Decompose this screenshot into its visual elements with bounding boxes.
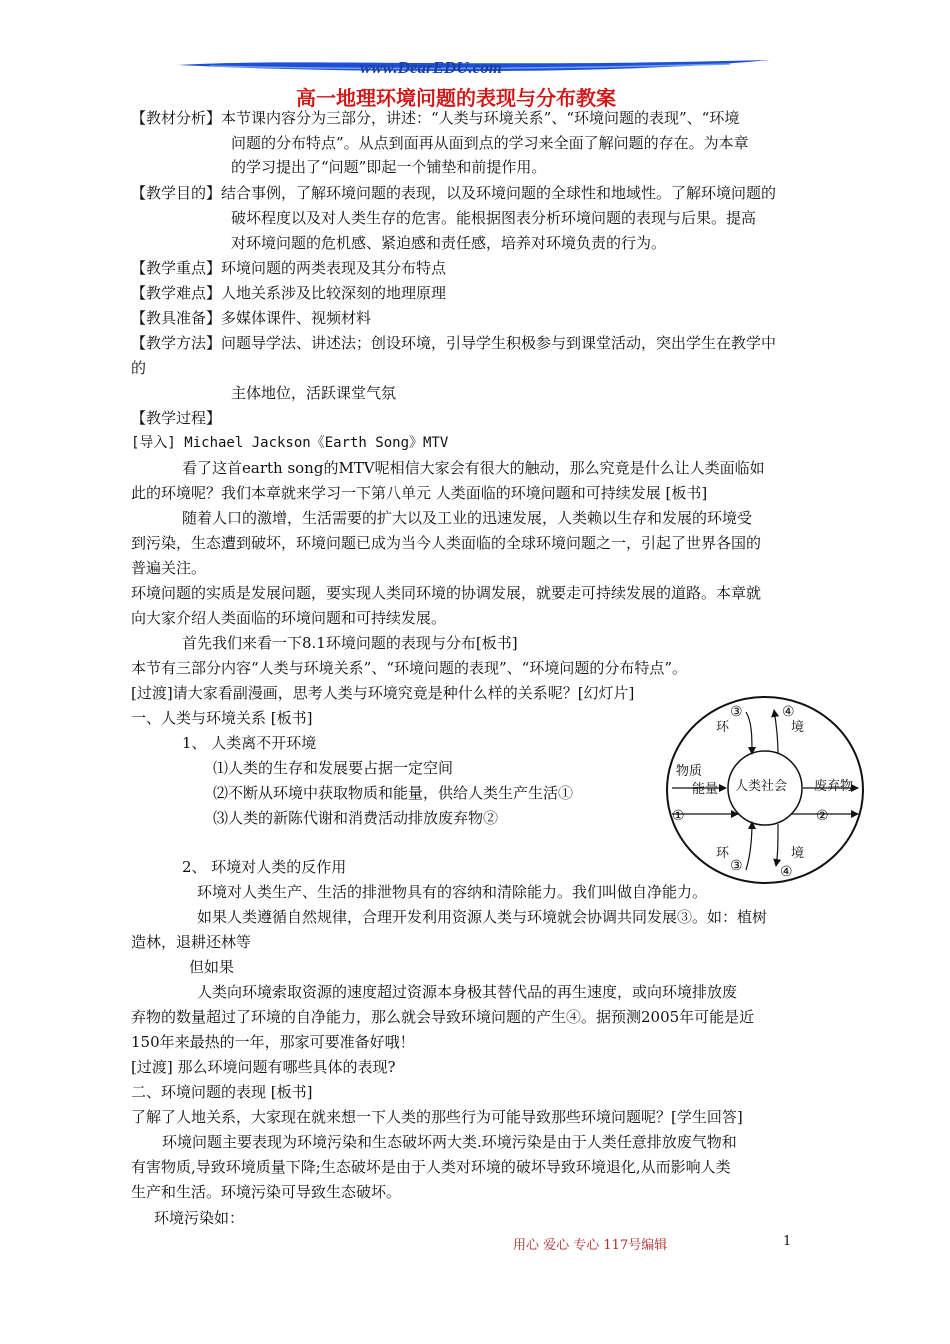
label-waste: 废弃物 — [814, 779, 854, 794]
text-line: 了解了人地关系，大家现在就来想一下人类的那些行为可能导致那些环境问题呢？[学生回答] — [131, 1108, 743, 1126]
text-line: 环境污染如： — [154, 1209, 245, 1227]
section-heading: 【教学过程】 — [131, 409, 222, 427]
page-title: 高一地理环境问题的表现与分布教案 — [296, 86, 616, 110]
text-line: 问题的分布特点”。从点到面再从面到点的学习来全面了解问题的存在。为本章 — [231, 134, 749, 152]
label-circled-2: ② — [816, 808, 829, 824]
text-line: ⑴人类的生存和发展要占据一定空间 — [213, 759, 454, 777]
site-url: www.DearEDU.com — [360, 58, 502, 77]
text-line: [过渡] 那么环境问题有哪些具体的表现? — [131, 1058, 396, 1076]
text-line: 向大家介绍人类面临的环境问题和可持续发展。 — [131, 609, 447, 627]
label-environment-2: 境 — [791, 720, 805, 735]
text-line: 本节有三部分内容“人类与环境关系”、“环境问题的表现”、“环境问题的分布特点”。 — [131, 659, 688, 677]
text-line: 破坏程度以及对人类生存的危害。能根据图表分析环境问题的表现与后果。提高 — [231, 209, 757, 227]
text-line: 1、 人类离不开环境 — [182, 734, 317, 752]
text-line: 【教学重点】环境问题的两类表现及其分布特点 — [131, 259, 447, 277]
section-heading: 一、人类与环境关系 [板书] — [131, 709, 313, 727]
text-line: 【教学难点】人地关系涉及比较深刻的地理原理 — [131, 284, 447, 302]
text-line: [导入] Michael Jackson《Earth Song》MTV — [131, 435, 449, 451]
label-environment-1: 环 — [716, 720, 730, 735]
section-heading: 二、环境问题的表现 [板书] — [131, 1083, 313, 1101]
label-circled-4-bottom: ④ — [780, 864, 793, 880]
label-environment-4: 境 — [791, 846, 805, 861]
text-line: 【教材分析】本节课内容分为三部分，讲述：“人类与环境关系”、“环境问题的表现”、“环境 — [131, 109, 740, 127]
arrow-3-bottom — [746, 822, 752, 870]
footer-tagline: 用心 爱心 专心 117号编辑 — [513, 1238, 668, 1253]
text-line: 生产和生活。环境污染可导致生态破坏。 — [131, 1183, 402, 1201]
label-circled-1: ① — [672, 808, 685, 824]
page-number: 1 — [783, 1234, 792, 1249]
text-line: 弃物的数量超过了环境的自净能力，那么就会导致环境问题的产生④。据预测2005年可能是近 — [131, 1008, 755, 1026]
text-line: 【教学方法】问题导学法、讲述法；创设环境，引导学生积极参与到课堂活动，突出学生在教学中 — [131, 334, 777, 352]
text-line: 环境问题的实质是发展问题，要实现人类同环境的协调发展，就要走可持续发展的道路。本章就 — [131, 584, 762, 602]
text-line: 环境问题主要表现为环境污染和生态破坏两大类.环境污染是由于人类任意排放废气物和 — [162, 1133, 737, 1151]
text-line: 环境对人类生产、生活的排泄物具有的容纳和清除能力。我们叫做自净能力。 — [197, 883, 708, 901]
text-line: 人类向环境索取资源的速度超过资源本身极其替代品的再生速度，或向环境排放废 — [197, 983, 738, 1001]
text-line: 普遍关注。 — [131, 559, 207, 577]
label-circled-3-bottom: ③ — [730, 858, 743, 874]
text-line: 2、 环境对人类的反作用 — [182, 858, 347, 876]
text-line: 主体地位，活跃课堂气氛 — [231, 384, 397, 402]
text-line: [过渡]请大家看副漫画，思考人类与环境究竟是种什么样的关系呢？[幻灯片] — [131, 684, 635, 702]
arrow-4-bottom — [776, 824, 778, 866]
text-line: ⑵不断从环境中获取物质和能量，供给人类生产生活① — [213, 784, 574, 802]
text-line: 此的环境呢？我们本章就来学习一下第八单元 人类面临的环境问题和可持续发展 [板书] — [131, 484, 708, 502]
text-line: ⑶人类的新陈代谢和消费活动排放废弃物② — [213, 809, 499, 827]
text-line: 的 — [131, 359, 147, 377]
arrow-3-top — [746, 712, 752, 754]
label-circled-4-top: ④ — [782, 704, 795, 720]
text-line: 如果人类遵循自然规律，合理开发利用资源人类与环境就会协调共同发展③。如：植树 — [197, 908, 768, 926]
text-line: 的学习提出了“问题”即起一个铺垫和前提作用。 — [231, 158, 547, 176]
text-line: 【教学目的】结合事例，了解环境问题的表现，以及环境问题的全球性和地域性。了解环境问题的 — [131, 184, 777, 202]
text-line: 到污染，生态遭到破坏，环境问题已成为当今人类面临的全球环境问题之一，引起了世界各国的 — [131, 534, 762, 552]
label-material: 物质 — [676, 764, 703, 779]
human-environment-diagram — [660, 692, 870, 888]
arrow-4-top — [774, 710, 778, 754]
text-line: 但如果 — [189, 958, 235, 976]
text-line: 【教具准备】多媒体课件、视频材料 — [131, 309, 372, 327]
text-line: 看了这首earth song的MTV呢相信大家会有很大的触动，那么究竟是什么让人类面临如 — [182, 459, 765, 477]
text-line: 首先我们来看一下8.1环境问题的表现与分布[板书] — [182, 634, 518, 652]
text-line: 150年来最热的一年，那家可要准备好哦！ — [131, 1033, 415, 1051]
text-line: 对环境问题的危机感、紧迫感和责任感，培养对环境负责的行为。 — [231, 234, 667, 252]
text-line: 有害物质,导致环境质量下降;生态破坏是由于人类对环境的破坏导致环境退化,从而影响人类 — [131, 1158, 731, 1176]
label-energy: 能量 — [692, 782, 719, 797]
label-environment-3: 环 — [716, 846, 730, 861]
label-circled-3-top: ③ — [730, 704, 743, 720]
label-human-society: 人类社会 — [735, 779, 788, 794]
text-line: 造林，退耕还林等 — [131, 933, 252, 951]
text-line: 随着人口的激增，生活需要的扩大以及工业的迅速发展，人类赖以生存和发展的环境受 — [182, 509, 753, 527]
